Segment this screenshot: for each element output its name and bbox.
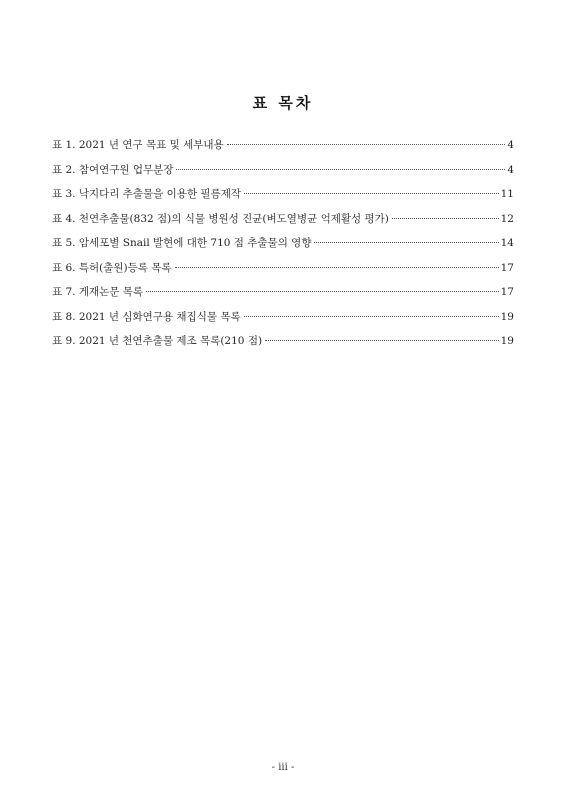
toc-entry-page: 14 xyxy=(500,237,514,249)
page-title: 표 목차 xyxy=(252,94,314,112)
toc-entry-page: 4 xyxy=(507,139,514,151)
table-of-contents xyxy=(52,138,514,359)
toc-leader-dots xyxy=(176,169,505,170)
toc-entry-7[interactable] xyxy=(52,285,514,310)
toc-leader-dots xyxy=(244,316,499,317)
toc-entry-label: 표 4. 천연추출물(832 점)의 식물 병원성 진균(벼도열병균 억제활성 평가) xyxy=(52,212,389,225)
toc-entry-8[interactable] xyxy=(52,310,514,335)
toc-leader-dots xyxy=(392,218,499,219)
toc-leader-dots xyxy=(244,193,499,194)
toc-entry-3[interactable] xyxy=(52,187,514,212)
toc-entry-label: 표 1. 2021 년 연구 목표 및 세부내용 xyxy=(52,139,224,151)
toc-entry-page: 19 xyxy=(500,335,514,347)
toc-entry-page: 17 xyxy=(500,261,514,274)
toc-entry-page: 4 xyxy=(507,163,514,176)
toc-entry-4[interactable] xyxy=(52,212,514,237)
toc-entry-label: 표 7. 게재논문 목록 xyxy=(52,286,144,298)
toc-entry-6[interactable] xyxy=(52,261,514,286)
toc-leader-dots xyxy=(314,242,498,243)
toc-leader-dots xyxy=(227,144,506,145)
toc-entry-page: 17 xyxy=(500,286,514,298)
toc-entry-5[interactable] xyxy=(52,236,514,261)
toc-entry-label: 표 9. 2021 년 천연추출물 제조 목록(210 점) xyxy=(52,335,263,347)
toc-entry-label: 표 3. 낙지다리 추출물을 이용한 필름제작 xyxy=(52,188,241,200)
toc-entry-label: 표 2. 참여연구원 업무분장 xyxy=(52,163,174,176)
toc-entry-label: 표 5. 암세포별 Snail 발현에 대한 710 점 추출물의 영향 xyxy=(52,237,312,249)
toc-entry-1[interactable] xyxy=(52,138,514,163)
toc-entry-label: 표 8. 2021 년 심화연구용 채집식물 목록 xyxy=(52,310,241,323)
toc-leader-dots xyxy=(146,291,499,292)
toc-entry-2[interactable] xyxy=(52,163,514,188)
toc-entry-label: 표 6. 특허(출원)등록 목록 xyxy=(52,261,172,274)
toc-leader-dots xyxy=(175,267,499,268)
toc-entry-page: 12 xyxy=(500,212,514,225)
page-number-footer: - iii - xyxy=(271,762,295,773)
toc-entry-page: 11 xyxy=(500,188,514,200)
toc-entry-page: 19 xyxy=(500,310,514,323)
toc-entry-9[interactable] xyxy=(52,334,514,359)
toc-leader-dots xyxy=(265,340,499,341)
